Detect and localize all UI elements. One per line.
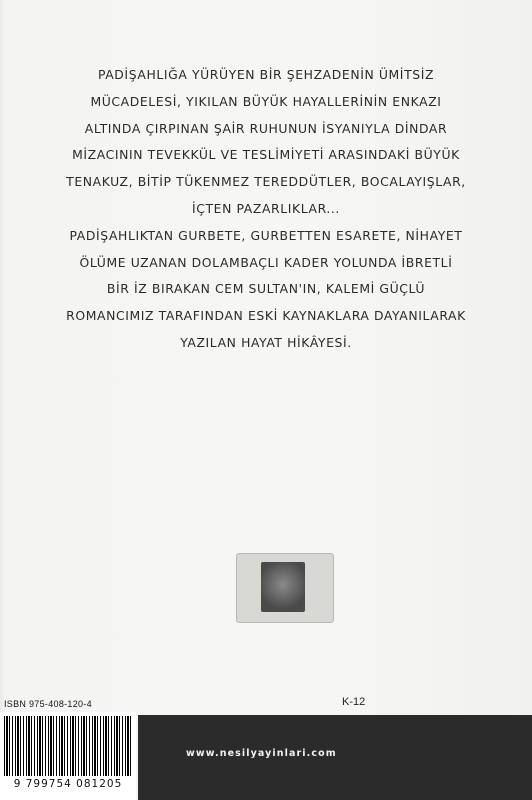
price-sticker [236,553,334,623]
blurb-line: ROMANCIMIZ TARAFINDAN ESKİ KAYNAKLARA DAYANILARAK [66,308,466,324]
blurb-line: PADİŞAHLIĞA YÜRÜYEN BİR ŞEHZADENİN ÜMİTSİZ [97,67,435,82]
blurb-line: BİR İZ BIRAKAN CEM SULTAN'IN, KALEMİ GÜÇLÜ [106,281,426,297]
blurb-line: MİZACININ TEVEKKÜL VE TESLİMİYETİ ARASINDAKİ BÜYÜK [72,147,460,163]
blurb-line: YAZILAN HAYAT HİKÂYESİ. [180,334,352,350]
back-cover-blurb [58,62,474,357]
barcode-number: 9 799754 081205 [13,778,123,790]
blurb-line: ÖLÜME UZANAN DOLAMBAÇLI KADER YOLUNDA İBRETLİ [79,254,453,270]
blurb-line: MÜCADELESİ, YIKILAN BÜYÜK HAYALLERİNİN ENKAZI [90,93,442,109]
product-code: K-12 [342,696,366,708]
hologram-seal-icon [261,562,305,612]
blurb-line: TENAKUZ, BİTİP TÜKENMEZ TEREDDÜTLER, BOCALAYIŞLAR, [66,174,466,190]
isbn-label: ISBN 975-408-120-4 [4,699,92,709]
blurb-line: ALTINDA ÇIRPINAN ŞAİR RUHUNUN İSYANIYLA DİNDAR [84,120,448,136]
blurb-line: İÇTEN PAZARLIKLAR... [192,200,340,216]
barcode-icon [4,716,132,776]
blurb-line: PADİŞAHLIKTAN GURBETE, GURBETTEN ESARETE, NİHAYET [69,227,463,243]
publisher-website: www.nesilyayinlari.com [186,748,337,759]
